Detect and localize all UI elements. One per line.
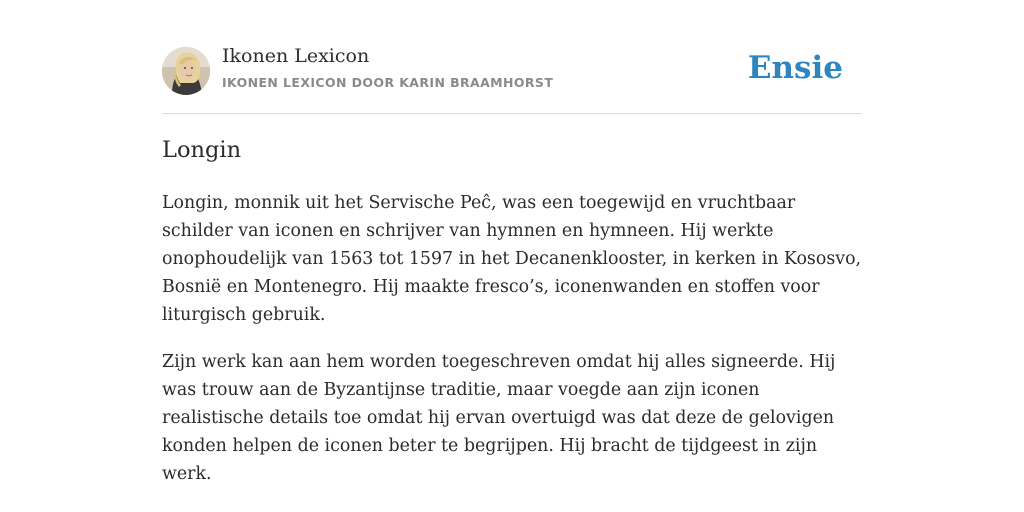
avatar-portrait-icon xyxy=(162,47,210,95)
page xyxy=(162,0,862,512)
entry-body xyxy=(162,189,862,507)
source-title[interactable]: Ikonen Lexicon xyxy=(222,45,370,67)
entry-paragraph-2: Zijn werk kan aan hem worden toegeschreven omdat hij alles signeerde. Hij was trouw aan de Byzantijnse traditie, maar voegde aan zijn iconen realistische details toe omdat hij ervan overtuigd was dat deze de gelovigen konden helpen de iconen beter te begrijpen. Hij bracht de tijdgeest in zijn werk. xyxy=(162,352,836,484)
source-subtitle[interactable]: IKONEN LEXICON DOOR KARIN BRAAMHORST xyxy=(222,75,554,90)
brand-logo-link[interactable]: Ensie xyxy=(747,50,843,86)
header xyxy=(162,45,862,114)
author-avatar[interactable] xyxy=(162,47,210,95)
entry-paragraph-1: Longin, monnik uit het Servische Peĉ, was een toegewijd en vruchtbaar schilder van iconen en schrijver van hymnen en hymneen. Hij werkte onophoudelijk van 1563 tot 1597 in het Decanenklooster, in kerken in Kososvo, Bosnië en Montenegro. Hij maakte fresco’s, iconenwanden en stoffen voor liturgisch gebruik. xyxy=(162,193,862,325)
entry-title: Longin xyxy=(162,137,242,163)
